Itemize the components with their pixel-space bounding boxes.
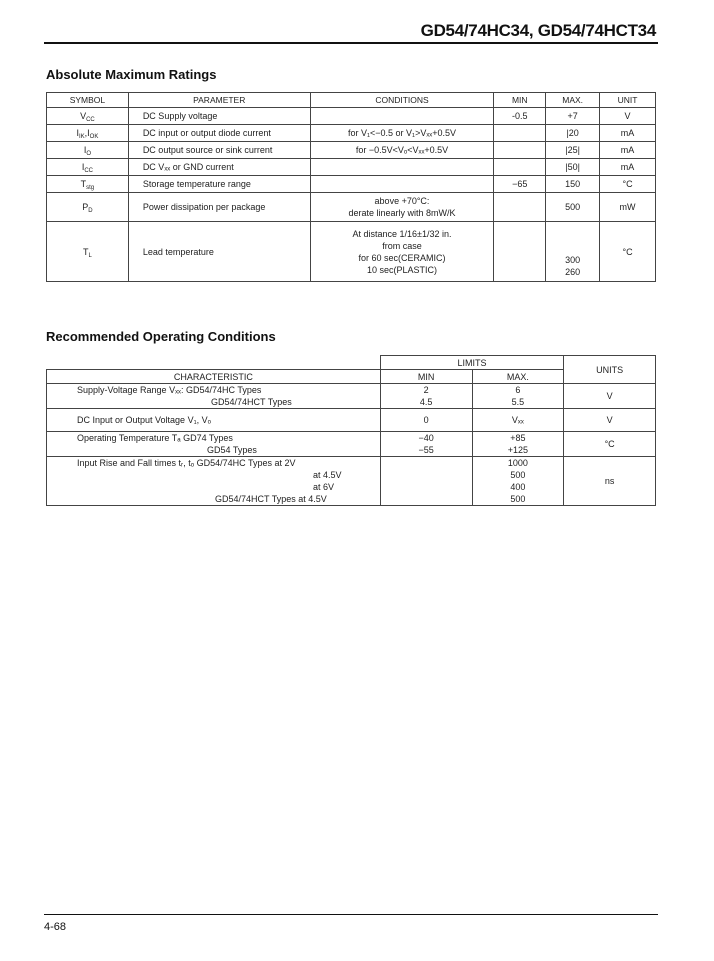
max-value-line: 300 — [565, 255, 581, 265]
max-cell: +7 — [546, 108, 600, 125]
unit-cell: ns — [564, 457, 656, 506]
recommended-operating-conditions-table — [46, 355, 656, 506]
symbol-cell: $I_{CC}$ — [47, 159, 129, 176]
col-header-max: MAX. — [472, 370, 564, 384]
table-row — [47, 193, 656, 222]
max-cell: |25| — [546, 142, 600, 159]
max-cell: |20 — [546, 125, 600, 142]
page-number: 4-68 — [44, 921, 67, 933]
col-header-limits: LIMITS — [380, 356, 563, 370]
document-title: GD54/74HC34, GD54/74HCT34 — [420, 21, 656, 40]
col-header-conditions: CONDITIONS — [310, 93, 494, 108]
min-cell — [380, 457, 472, 506]
absolute-maximum-ratings-table — [46, 92, 656, 282]
parameter-cell: DC Supply voltage — [128, 108, 310, 125]
min-cell: -0.5 — [494, 108, 546, 125]
max-cell — [546, 222, 600, 282]
conditions-cell — [310, 193, 494, 222]
condition-line: 10 sec(PLASTIC) — [366, 264, 438, 275]
col-header-min: MIN — [380, 370, 472, 384]
max-value: +125 — [507, 445, 529, 455]
table-row — [47, 222, 656, 282]
table-row — [47, 176, 656, 193]
conditions-cell: for −0.5V<Vₒ<Vₓₓ+0.5V — [310, 142, 494, 159]
conditions-cell — [310, 108, 494, 125]
parameter-cell: DC input or output diode current — [128, 125, 310, 142]
min-cell: −65 — [494, 176, 546, 193]
characteristic-cell — [47, 384, 381, 409]
min-cell — [380, 432, 472, 457]
max-value: +85 — [510, 433, 526, 443]
parameter-cell: Power dissipation per package — [128, 193, 310, 222]
conditions-cell: for V₁<−0.5 or V₁>Vₓₓ+0.5V — [310, 125, 494, 142]
roc-title: Recommended Operating Conditions — [46, 329, 276, 344]
col-header-characteristic: CHARACTERISTIC — [47, 370, 381, 384]
min-cell — [380, 384, 472, 409]
abs-max-title: Absolute Maximum Ratings — [46, 67, 217, 82]
max-cell: 500 — [546, 193, 600, 222]
parameter-cell: Storage temperature range — [128, 176, 310, 193]
unit-cell: mA — [600, 159, 656, 176]
characteristic-cell — [47, 432, 381, 457]
parameter-cell: DC Vₓₓ or GND current — [128, 159, 310, 176]
col-header-units: UNITS — [564, 356, 656, 384]
symbol-cell: $I_{IK},I_{OK}$ — [47, 125, 129, 142]
max-cell — [472, 409, 564, 432]
table-header-row — [47, 356, 656, 370]
table-row — [47, 409, 656, 432]
col-header-unit: UNIT — [600, 93, 656, 108]
max-value: 500 — [510, 470, 526, 480]
max-value-line: 260 — [565, 267, 581, 277]
characteristic-line: GD54/74HCT Types at 4.5V — [215, 494, 327, 504]
symbol-cell: $T_{stg}$ — [47, 176, 129, 193]
unit-cell: °C — [600, 176, 656, 193]
characteristic-line: GD54/74HCT Types — [211, 397, 292, 407]
min-value: −40 — [418, 433, 434, 443]
max-value: 5.5 — [511, 397, 525, 407]
col-header-min: MIN — [494, 93, 546, 108]
characteristic-cell — [47, 457, 381, 506]
col-header-symbol: SYMBOL — [47, 93, 129, 108]
max-cell: 150 — [546, 176, 600, 193]
conditions-cell — [310, 176, 494, 193]
footer-rule — [44, 914, 658, 915]
condition-line: At distance 1/16±1/32 in. — [352, 228, 452, 239]
characteristic-line: GD54 Types — [207, 445, 257, 455]
characteristic-line: DC Input or Output Voltage V₁, Vₒ — [77, 415, 212, 425]
conditions-cell — [310, 222, 494, 282]
symbol-cell: $T_L$ — [47, 222, 129, 282]
max-value: 1000 — [507, 458, 528, 468]
header-spacer — [47, 356, 381, 370]
symbol-cell: $P_D$ — [47, 193, 129, 222]
condition-line: for 60 sec(CERAMIC) — [358, 252, 446, 263]
min-cell — [380, 409, 472, 432]
parameter-cell: DC output source or sink current — [128, 142, 310, 159]
max-cell: |50| — [546, 159, 600, 176]
max-value: Vₓₓ — [511, 415, 524, 425]
unit-cell: V — [600, 108, 656, 125]
conditions-cell — [310, 159, 494, 176]
min-value: 4.5 — [419, 397, 433, 407]
table-row — [47, 108, 656, 125]
unit-cell: °C — [600, 222, 656, 282]
max-value: 400 — [510, 482, 526, 492]
condition-line: derate linearly with 8mW/K — [348, 208, 456, 218]
table-row — [47, 432, 656, 457]
min-cell — [494, 159, 546, 176]
unit-cell: mA — [600, 142, 656, 159]
parameter-cell: Lead temperature — [128, 222, 310, 282]
condition-line: from case — [382, 240, 422, 251]
unit-cell: V — [564, 409, 656, 432]
min-value: 0 — [423, 415, 429, 425]
col-header-max: MAX. — [546, 93, 600, 108]
unit-cell: V — [564, 384, 656, 409]
table-row — [47, 384, 656, 409]
max-cell — [472, 384, 564, 409]
min-cell — [494, 193, 546, 222]
max-value: 500 — [510, 494, 526, 504]
max-cell — [472, 432, 564, 457]
characteristic-line: Input Rise and Fall times tᵣ, tₒ GD54/74HC Types at 2V — [77, 458, 296, 468]
unit-cell: °C — [564, 432, 656, 457]
header-rule — [44, 42, 658, 44]
table-row — [47, 457, 656, 506]
unit-cell: mW — [600, 193, 656, 222]
characteristic-line: at 4.5V — [313, 470, 342, 480]
min-cell — [494, 125, 546, 142]
min-cell — [494, 222, 546, 282]
characteristic-line: Supply-Voltage Range Vₓₓ: GD54/74HC Types — [77, 385, 262, 395]
table-row — [47, 159, 656, 176]
max-cell — [472, 457, 564, 506]
table-row — [47, 142, 656, 159]
table-row — [47, 125, 656, 142]
max-value: 6 — [515, 385, 521, 395]
unit-cell: mA — [600, 125, 656, 142]
characteristic-cell — [47, 409, 381, 432]
min-value: 2 — [423, 385, 429, 395]
symbol-cell: $V_{CC}$ — [47, 108, 129, 125]
condition-line: above +70°C: — [374, 196, 430, 206]
characteristic-line: at 6V — [313, 482, 335, 492]
min-cell — [494, 142, 546, 159]
characteristic-line: Operating Temperature Tₐ GD74 Types — [77, 433, 233, 443]
table-header-row — [47, 93, 656, 108]
symbol-cell: $I_O$ — [47, 142, 129, 159]
col-header-parameter: PARAMETER — [128, 93, 310, 108]
min-value: −55 — [418, 445, 434, 455]
